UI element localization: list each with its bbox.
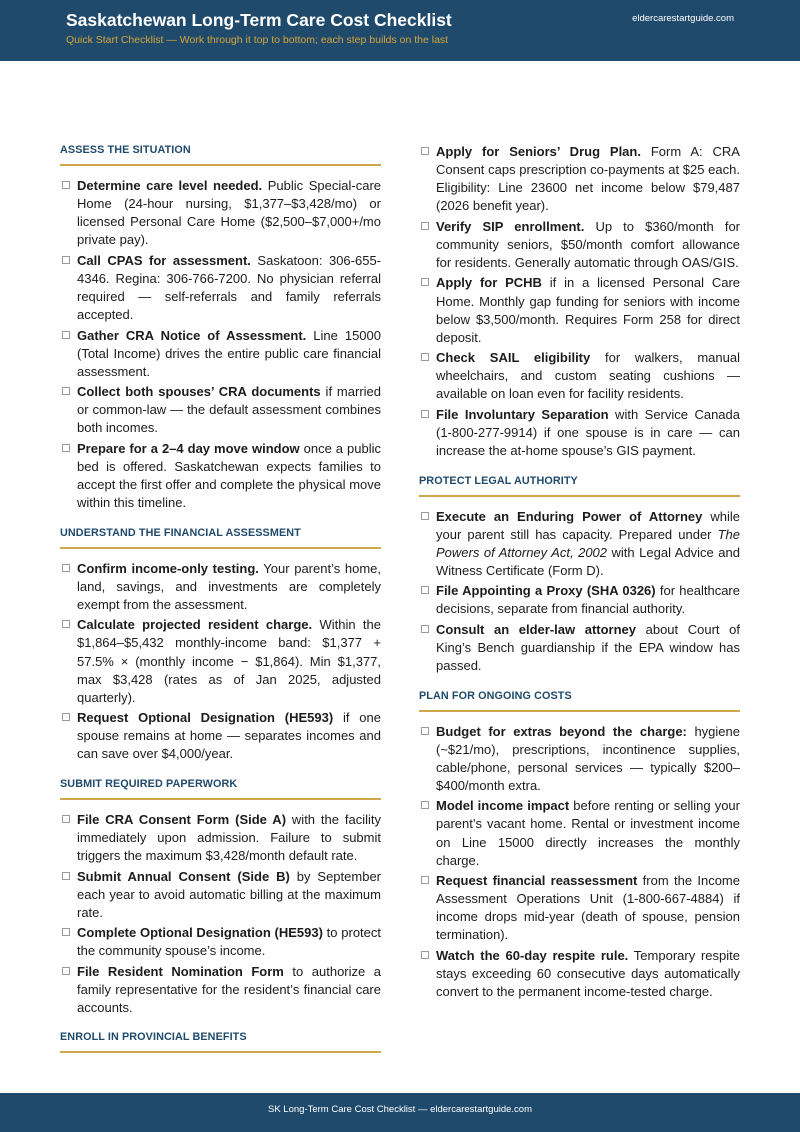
page-footer: SK Long-Term Care Cost Checklist — eldercarestartguide.com: [0, 1093, 800, 1132]
checklist-item[interactable]: Request financial reassessment from the Income Assessment Operations Unit (1-800-667-4884) if income drops mid-year (death of spouse, pension termination).: [419, 872, 740, 944]
checkbox-icon[interactable]: [62, 444, 70, 452]
checkbox-icon[interactable]: [421, 951, 429, 959]
checklist-item[interactable]: Consult an elder-law attorney about Court of King’s Bench guardianship if the EPA window has passed.: [419, 621, 740, 675]
checkbox-icon[interactable]: [421, 512, 429, 520]
checklist-item[interactable]: File Appointing a Proxy (SHA 0326) for healthcare decisions, separate from financial authority.: [419, 582, 740, 618]
section-heading-ongoing: PLAN FOR ONGOING COSTS: [419, 689, 740, 712]
checklist-paperwork: [60, 811, 381, 1017]
checklist-benefits: [419, 143, 740, 460]
checkbox-icon[interactable]: [421, 410, 429, 418]
checklist-item[interactable]: File Resident Nomination Form to authorize a family representative for the resident’s financial care accounts.: [60, 963, 381, 1017]
checklist-assess: [60, 177, 381, 512]
section-heading-paperwork: SUBMIT REQUIRED PAPERWORK: [60, 777, 381, 800]
page-subtitle: Quick Start Checklist — Work through it top to bottom; each step builds on the last: [66, 34, 449, 46]
section-heading-assess: ASSESS THE SITUATION: [60, 143, 381, 166]
left-column: [60, 143, 381, 1064]
checkbox-icon[interactable]: [421, 727, 429, 735]
checklist-item[interactable]: Check SAIL eligibility for walkers, manual wheelchairs, and custom seating cushions — available on loan even for facility residents.: [419, 349, 740, 403]
checklist-item[interactable]: File CRA Consent Form (Side A) with the facility immediately upon admission. Failure to submit triggers the maximum $3,428/month default rate.: [60, 811, 381, 865]
checkbox-icon[interactable]: [62, 564, 70, 572]
section-heading-legal: PROTECT LEGAL AUTHORITY: [419, 474, 740, 497]
checkbox-icon[interactable]: [421, 625, 429, 633]
section-heading-financial: UNDERSTAND THE FINANCIAL ASSESSMENT: [60, 526, 381, 549]
checklist-item[interactable]: Watch the 60-day respite rule. Temporary respite stays exceeding 60 consecutive days automatically convert to the permanent income-tested charge.: [419, 947, 740, 1001]
checkbox-icon[interactable]: [62, 387, 70, 395]
checkbox-icon[interactable]: [421, 876, 429, 884]
checklist-item[interactable]: Calculate projected resident charge. Within the $1,864–$5,432 monthly-income band: $1,377 + 57.5% × (monthly income − $1,864). Min $1,377, max $3,428 (rates as of Jan 2025, adjusted quarterly).: [60, 616, 381, 706]
right-column: [419, 143, 740, 1004]
checkbox-icon[interactable]: [62, 967, 70, 975]
checklist-item[interactable]: Prepare for a 2–4 day move window once a public bed is offered. Saskatchewan expects families to accept the first offer and complete the physical move within this timeline.: [60, 440, 381, 512]
checklist-financial: [60, 560, 381, 764]
checkbox-icon[interactable]: [421, 801, 429, 809]
checklist-item[interactable]: Call CPAS for assessment. Saskatoon: 306-655-4346. Regina: 306-766-7200. No physician referral required — self-referrals and family referrals accepted.: [60, 252, 381, 324]
checklist-item[interactable]: Determine care level needed. Public Special-care Home (24-hour nursing, $1,377–$3,428/mo) or licensed Personal Care Home ($2,500–$7,000+/mo private pay).: [60, 177, 381, 249]
checklist-ongoing: [419, 723, 740, 1002]
checkbox-icon[interactable]: [421, 278, 429, 286]
page-title: Saskatchewan Long-Term Care Cost Checklist: [66, 10, 452, 30]
checklist-item[interactable]: Confirm income-only testing. Your parent’s home, land, savings, and investments are completely exempt from the assessment.: [60, 560, 381, 614]
section-heading-benefits: ENROLL IN PROVINCIAL BENEFITS: [60, 1030, 381, 1053]
checklist-item[interactable]: Verify SIP enrollment. Up to $360/month for community seniors, $50/month comfort allowance for residents. Generally automatic through OAS/GIS.: [419, 218, 740, 272]
checklist-item[interactable]: Apply for Seniors’ Drug Plan. Form A: CRA Consent caps prescription co-payments at $25 each. Eligibility: Line 23600 net income below $79,487 (2026 benefit year).: [419, 143, 740, 215]
checkbox-icon[interactable]: [62, 713, 70, 721]
checkbox-icon[interactable]: [62, 331, 70, 339]
checkbox-icon[interactable]: [421, 222, 429, 230]
checkbox-icon[interactable]: [421, 353, 429, 361]
site-link[interactable]: eldercarestartguide.com: [632, 13, 734, 24]
checklist-item[interactable]: Complete Optional Designation (HE593) to protect the community spouse’s income.: [60, 924, 381, 960]
checkbox-icon[interactable]: [421, 147, 429, 155]
checkbox-icon[interactable]: [62, 181, 70, 189]
checklist-item[interactable]: Budget for extras beyond the charge: hygiene (~$21/mo), prescriptions, incontinence supplies, cable/phone, personal services — typically $200–$400/month extra.: [419, 723, 740, 795]
checkbox-icon[interactable]: [62, 872, 70, 880]
checklist-item[interactable]: Request Optional Designation (HE593) if one spouse remains at home — separates incomes and can save over $4,000/year.: [60, 709, 381, 763]
checkbox-icon[interactable]: [62, 620, 70, 628]
checklist-item[interactable]: File Involuntary Separation with Service Canada (1-800-277-9914) if one spouse is in care — can increase the at-home spouse’s GIS payment.: [419, 406, 740, 460]
checklist-item[interactable]: Execute an Enduring Power of Attorney while your parent still has capacity. Prepared under The Powers of Attorney Act, 2002 with Legal Advice and Witness Certificate (Form D).: [419, 508, 740, 580]
checklist-legal: [419, 508, 740, 676]
checkbox-icon[interactable]: [62, 256, 70, 264]
checklist-item[interactable]: Submit Annual Consent (Side B) by September each year to avoid automatic billing at the maximum rate.: [60, 868, 381, 922]
act-title: The Powers of Attorney Act, 2002: [436, 526, 740, 560]
checkbox-icon[interactable]: [62, 928, 70, 936]
checklist-item[interactable]: Gather CRA Notice of Assessment. Line 15000 (Total Income) drives the entire public care financial assessment.: [60, 327, 381, 381]
checklist-item[interactable]: Collect both spouses’ CRA documents if married or common-law — the default assessment combines both incomes.: [60, 383, 381, 437]
checkbox-icon[interactable]: [421, 586, 429, 594]
checklist-item[interactable]: Apply for PCHB if in a licensed Personal Care Home. Monthly gap funding for seniors with income below $3,500/month. Requires Form 258 for direct deposit.: [419, 274, 740, 346]
checklist-item[interactable]: Model income impact before renting or selling your parent’s vacant home. Rental or investment income on Line 15000 directly increases the monthly charge.: [419, 797, 740, 869]
checkbox-icon[interactable]: [62, 815, 70, 823]
page-header: [0, 0, 800, 61]
